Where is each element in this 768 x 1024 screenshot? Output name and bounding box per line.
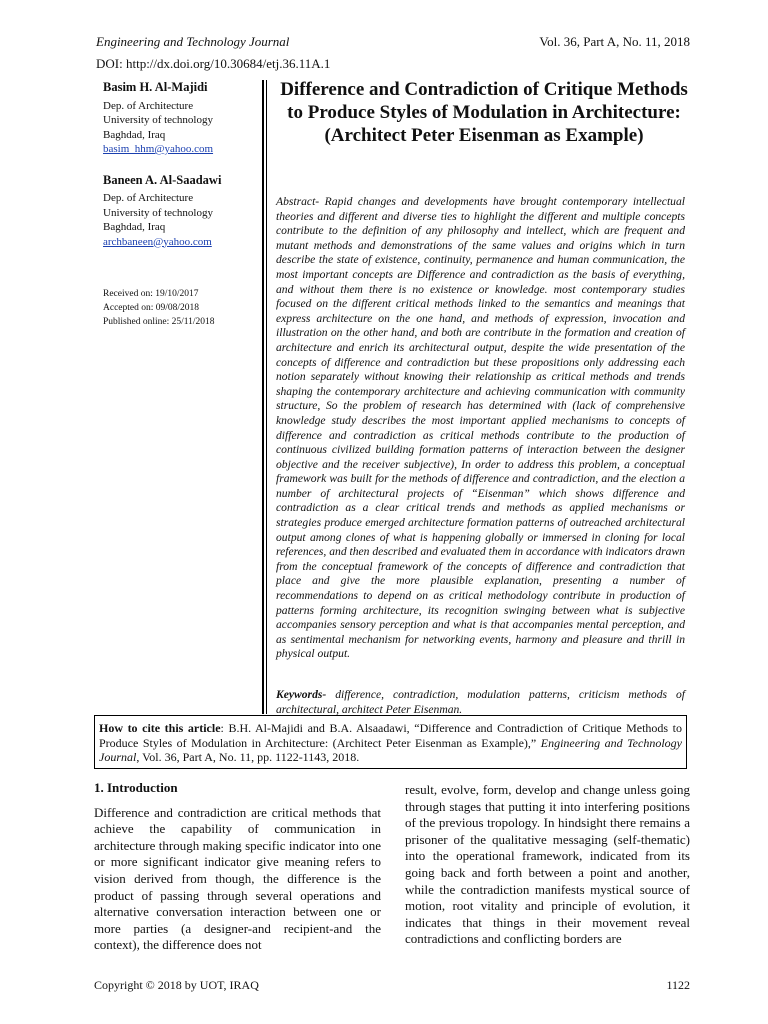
author-city: Baghdad, Iraq — [103, 221, 166, 233]
citation-text: : B.H. Al-Majidi and B.A. Alsaadawi, “Difference and Contradiction of Critique Methods to Produce Styles of Modulation in Architecture: (Architect Peter Eisenman as Example),” — [99, 721, 682, 750]
keywords — [276, 688, 685, 717]
accepted-date: Accepted on: 09/08/2018 — [103, 303, 200, 313]
author-email-link[interactable]: archbaneen@yahoo.com — [103, 235, 212, 248]
received-date: Received on: 19/10/2017 — [103, 289, 199, 299]
author-city: Baghdad, Iraq — [103, 128, 166, 141]
citation-label: How to cite this article — [99, 721, 221, 735]
section-heading: 1. Introduction — [94, 780, 178, 795]
author-sidebar — [103, 80, 263, 329]
volume-info: Vol. 36, Part A, No. 11, 2018 — [539, 34, 690, 49]
paper-title: Difference and Contradiction of Critique Methods to Produce Styles of Modulation in Architecture: (Architect Peter Eisenman as Example) — [280, 79, 688, 146]
citation-journal: Engineering and Technology Journal — [99, 735, 682, 764]
published-date: Published online: 25/11/2018 — [103, 317, 215, 327]
intro-column-left — [94, 780, 381, 954]
intro-paragraph-continued: result, evolve, form, develop and change unless going through stages that putting it into interfering positions of the previous tropology. In hindsight there remains a prisoner of the qualitative messaging (self-thematic) into the operational framework, indicated from its going back and forth between a point and another, while the contradiction manifests mystical source of motion, root vitality and principle of evolution, it indicates that things in their movement reveal contradictions and conflicting borders are — [405, 782, 690, 947]
author-block — [103, 80, 263, 157]
intro-paragraph: Difference and contradiction are critical methods that achieve the capability of communication in architecture through making specific indicator into one or more significant indicator give meaning refers to vision derived from though, the difference is the product of passing through several operations and alternative conversation interaction between one or more parties (a designer-and recipient-and the context), the difference does not — [94, 804, 381, 953]
doi-line: DOI: http://dx.doi.org/10.30684/etj.36.11A.1 — [96, 56, 331, 71]
column-divider — [266, 80, 267, 714]
citation-box — [94, 715, 687, 769]
citation-details: , Vol. 36, Part A, No. 11, pp. 1122-1143, 2018. — [136, 750, 360, 764]
author-name: Baneen A. Al-Saadawi — [103, 172, 222, 187]
page-number: 1122 — [666, 978, 690, 992]
keywords-text: difference, contradiction, modulation patterns, criticism methods of architectural, architect Peter Eisenman. — [276, 688, 685, 716]
author-department: Dep. of Architecture — [103, 192, 194, 204]
author-name: Basim H. Al-Majidi — [103, 80, 208, 94]
author-block — [103, 173, 263, 250]
column-divider — [262, 80, 264, 714]
journal-name: Engineering and Technology Journal — [96, 34, 290, 49]
intro-column-right — [405, 782, 690, 948]
author-university: University of technology — [103, 206, 213, 219]
article-dates — [103, 287, 263, 329]
author-university: University of technology — [103, 114, 213, 126]
keywords-label: Keywords- — [276, 688, 327, 701]
author-department: Dep. of Architecture — [103, 99, 194, 112]
copyright: Copyright © 2018 by UOT, IRAQ — [94, 978, 259, 992]
abstract: Abstract- Rapid changes and developments have brought contemporary intellectual theories and different and diverse ties to highlight the different and multiple concepts contribute to the definition of any philosophy and intellect, which are frequent and mutant methods and demonstrations of the same values and origins which in turn describe the state of existence, continuity, permanence and human communication, the most important concepts are Difference and contradiction as the basis of everything, and without them there is no existence or knowledge. most contemporary studies focused on the different critical methods linked to the semantics and meanings that express architecture on the one hand, and methods of expression, invocation and illustration on the other hand, and both are contribute in the formation and creation of architecture and enrich its architectural output, despite the wide presentation of the concepts of difference and contradiction but these propositions only addressing each notion separately without knowing their relationship as critical methods and trends shaping the contemporary architecture and achieving communication with community structure, So the problem of research has determined with (lack of comprehensive knowledge study describes the most important applied mechanisms to concepts of difference and contradiction as critical methods contribute to the production of continuous civilized building formation patterns of interaction between the designer objective and the receiver subjective), In order to address this problem, a conceptual framework was built for the methods of difference and contradiction, and the election a number of architectural projects of “Eisenman” which shows difference and contradiction as a clear critical trends and methods as applied mechanisms or strategies produce emerged architecture formation patterns of outreached architectural output among clones of what is happening globally or immersed in cloning for local references, and then described and evaluated them in accordance with indicators drawn from the conceptual framework of the concepts of difference and contradiction that place and give the more plausible explanation, presenting a number of recommendations to depend on as critical methodology contribute in production of patterns forming architecture, its recognition swinging between what is subjective accompanies sensory perception and what is that accompanies mental perception, and as sentimental mechanism for networking events, harmony and pleasure and thrill in physical output. — [276, 195, 685, 661]
author-email-link[interactable]: basim_hhm@yahoo.com — [103, 143, 214, 155]
